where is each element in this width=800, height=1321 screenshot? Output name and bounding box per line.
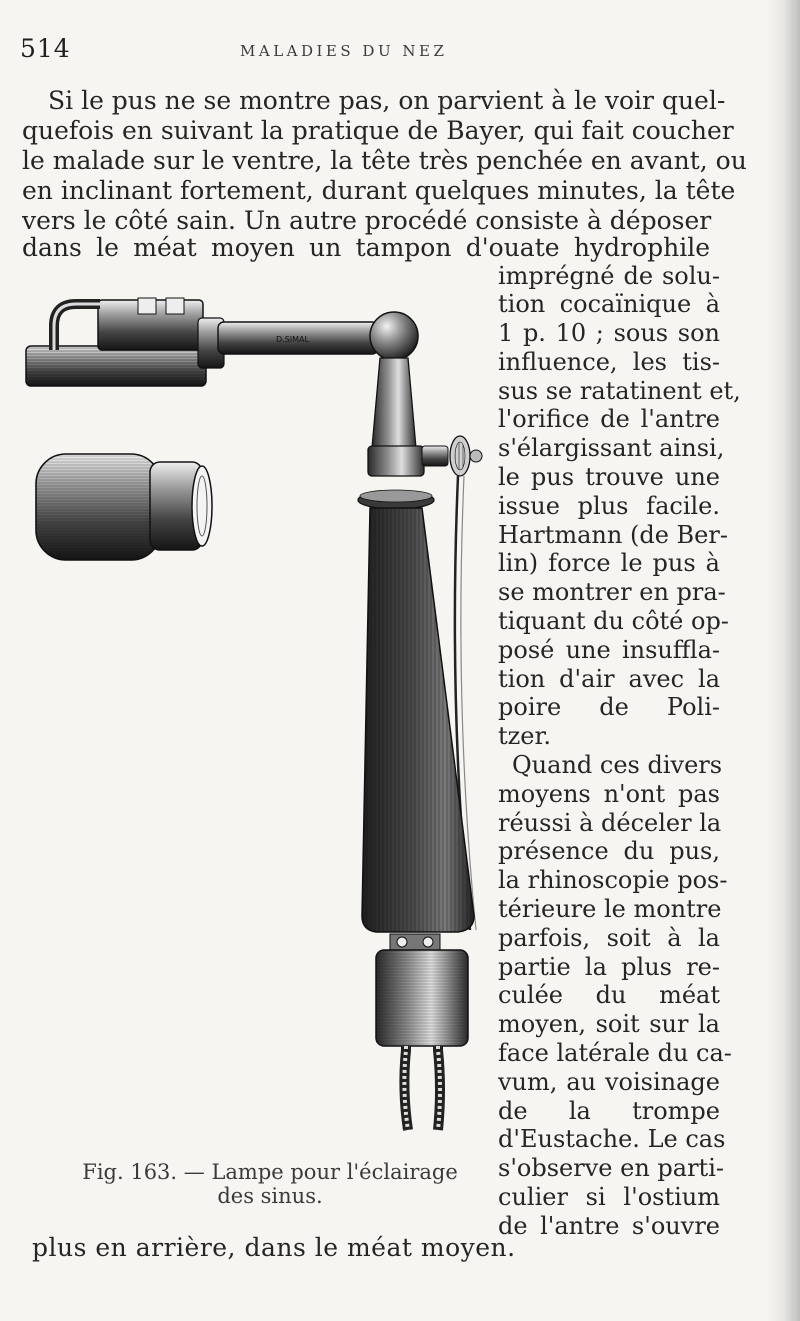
paragraph-line: dans le méat moyen un tampon d'ouate hydrophile [22,233,710,262]
column-line: 1 p. 10 ; sous son [498,319,720,347]
column-line: partie la plus re- [498,953,720,981]
paragraph-line: vers le côté sain. Un autre procédé consiste à déposer [22,206,712,235]
bottom-connector [376,934,468,1046]
column-line: culée du méat [498,981,720,1009]
column-line: face latérale du ca- [498,1039,732,1067]
paragraph-line: le malade sur le ventre, la tête très penchée en avant, ou [22,146,747,175]
paragraph-line: en inclinant fortement, durant quelques minutes, la tête [22,176,736,205]
connecting-rod [218,322,378,354]
paragraph-line: quefois en suivant la pratique de Bayer, qui fait coucher [22,116,734,145]
engraved-label: D.SIMAL [276,335,309,344]
caption-line: Fig. 163. — Lampe pour l'éclairage [82,1160,458,1184]
column-line: se montrer en pra- [498,578,726,606]
figure-caption [40,1160,500,1208]
column-line: sus se ratatinent et, [498,377,741,405]
column-line: moyen, soit sur la [498,1010,720,1038]
column-line: lin) force le pus à [498,549,720,577]
column-line: présence du pus, [498,837,720,865]
page-binding-shadow [766,0,800,1321]
column-line: d'Eustache. Le cas [498,1125,726,1153]
column-line: imprégné de solu- [498,262,720,290]
column-line: posé une insuffla- [498,636,720,664]
ball-joint [370,312,418,360]
page-header [0,34,800,74]
running-head: MALADIES DU NEZ [240,42,448,60]
column-line: parfois, soit à la [498,924,720,952]
column-line: influence, les tis- [498,348,720,376]
column-line: réussi à déceler la [498,809,722,837]
column-line: de la trompe [498,1097,720,1125]
column-line: s'élargissant ainsi, [498,434,725,462]
column-line: de l'antre s'ouvre [498,1212,720,1240]
sinus-lamp-illustration [18,290,496,1150]
column-line: le pus trouve une [498,463,720,491]
column-line: l'orifice de l'antre [498,405,720,433]
column-line: s'observe en parti- [498,1154,724,1182]
power-cords [404,1046,440,1130]
column-line: Quand ces divers [512,751,723,779]
column-line: tiquant du côté op- [498,607,729,635]
vertical-neck [358,358,434,509]
column-line: poire de Poli- [498,693,720,721]
column-line: moyens n'ont pas [498,780,720,808]
column-line: térieure le montre [498,895,722,923]
column-line: tion d'air avec la [498,665,720,693]
column-line: culier si l'ostium [498,1183,720,1211]
lamp-cap-detached [36,454,212,560]
page-number: 514 [20,34,71,63]
caption-line: des sinus. [217,1184,323,1208]
lamp-head [26,298,224,386]
column-line: tion cocaïnique à [498,290,720,318]
paragraph-last-line: plus en arrière, dans le méat moyen. [32,1233,516,1262]
column-line: issue plus facile. [498,492,720,520]
column-line: tzer. [498,722,551,750]
column-line: Hartmann (de Ber- [498,521,728,549]
column-line: la rhinoscopie pos- [498,866,728,894]
paragraph-line: Si le pus ne se montre pas, on parvient à le voir quel- [48,86,726,115]
column-line: vum, au voisinage [498,1068,720,1096]
